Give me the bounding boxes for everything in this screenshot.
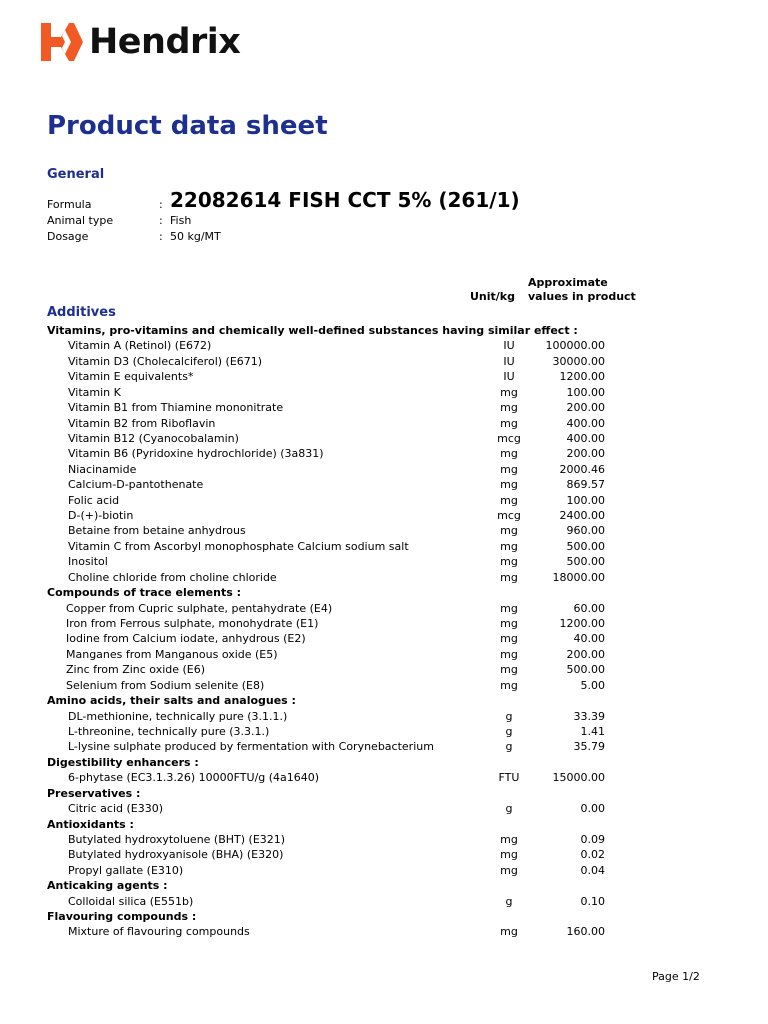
additive-name: Vitamin A (Retinol) (E672) [68,339,212,353]
additive-value: 0.10 [580,894,605,908]
additive-unit: g [505,740,513,754]
additive-unit: IU [503,339,515,353]
additive-name: Vitamin E equivalents* [68,370,194,384]
additive-value: 5.00 [580,678,605,692]
additive-unit: mg [500,493,518,507]
additives-heading: Additives [47,305,116,320]
additive-unit: g [505,802,513,816]
additive-name: Folic acid [68,493,120,507]
additive-name: Propyl gallate (E310) [68,863,184,877]
additive-name: Zinc from Zinc oxide (E6) [66,663,206,677]
formula-row [47,188,520,212]
dosage-row [47,229,221,245]
additive-unit: mg [500,647,518,661]
additive-row [47,724,617,739]
additive-unit: mcg [497,431,521,445]
additive-row [47,539,617,554]
category-label: Amino acids, their salts and analogues : [47,694,296,708]
additive-row [47,570,617,585]
category-label: Compounds of trace elements : [47,586,242,600]
additive-name: 6-phytase (EC3.1.3.26) 10000FTU/g (4a1640) [68,771,320,785]
additive-name: Betaine from betaine anhydrous [68,524,246,538]
additive-row [47,508,617,523]
additive-name: Selenium from Sodium selenite (E8) [66,678,265,692]
additive-unit: g [505,894,513,908]
approx-header-line1: Approximate [528,276,608,289]
additive-row [47,400,617,415]
additive-value: 30000.00 [552,354,605,368]
approx-header-line2: values in product [528,290,636,303]
additive-name: Choline chloride from choline chloride [68,570,277,584]
category-row [47,909,617,924]
additive-value: 200.00 [566,401,605,415]
additive-value: 0.02 [580,848,605,862]
animal-type-colon: : [159,214,163,227]
additive-unit: mg [500,632,518,646]
additive-value: 200.00 [566,647,605,661]
additive-unit: mg [500,462,518,476]
additive-row [47,369,617,384]
additive-value: 18000.00 [552,570,605,584]
category-row [47,693,617,708]
additive-name: Vitamin B1 from Thiamine mononitrate [68,401,284,415]
additive-value: 0.09 [580,832,605,846]
additive-name: Inositol [68,555,108,569]
additive-name: Iodine from Calcium iodate, anhydrous (E2) [66,632,306,646]
formula-value: 22082614 FISH CCT 5% (261/1) [170,188,520,212]
additive-unit: mg [500,401,518,415]
additive-row [47,493,617,508]
additive-row [47,354,617,369]
additive-name: Vitamin B2 from Riboflavin [68,416,216,430]
additive-value: 100.00 [566,385,605,399]
additive-unit: mg [500,617,518,631]
additives-table [47,323,617,940]
additive-name: Vitamin B6 (Pyridoxine hydrochloride) (3a831) [68,447,324,461]
additive-value: 100.00 [566,493,605,507]
additive-value: 869.57 [566,478,605,492]
category-label: Flavouring compounds : [47,910,197,924]
category-row [47,585,617,600]
additive-value: 2400.00 [559,509,605,523]
additive-unit: mg [500,539,518,553]
category-row [47,323,617,338]
hendrix-logo-mark-icon [41,21,83,63]
additive-name: Mixture of flavouring compounds [68,925,250,939]
additive-row [47,832,617,847]
page-title: Product data sheet [47,111,328,141]
additive-value: 400.00 [566,416,605,430]
additive-value: 160.00 [566,925,605,939]
animal-type-row [47,213,191,229]
additive-row [47,662,617,677]
additive-name: Niacinamide [68,462,137,476]
category-label: Vitamins, pro-vitamins and chemically well-defined substances having similar effect : [47,324,578,337]
additive-value: 500.00 [566,663,605,677]
additive-value: 960.00 [566,524,605,538]
additive-name: Butylated hydroxytoluene (BHT) (E321) [68,832,286,846]
additive-name: Manganes from Manganous oxide (E5) [66,647,278,661]
additive-unit: mg [500,524,518,538]
animal-type-label: Animal type [47,214,114,227]
additive-name: Vitamin K [68,385,121,399]
additive-row [47,709,617,724]
category-row [47,817,617,832]
additive-value: 200.00 [566,447,605,461]
additive-row [47,462,617,477]
additive-unit: mg [500,863,518,877]
dosage-label: Dosage [47,230,89,243]
additive-unit: IU [503,354,515,368]
additive-row [47,446,617,461]
additive-unit: mg [500,570,518,584]
additive-value: 40.00 [573,632,605,646]
additive-row [47,554,617,569]
hendrix-logo [41,21,240,63]
category-label: Preservatives : [47,786,141,800]
additive-row [47,924,617,939]
additive-unit: mcg [497,509,521,523]
additive-value: 60.00 [573,601,605,615]
logo-wordmark: Hendrix [89,22,241,62]
additive-name: Iron from Ferrous sulphate, monohydrate (E1) [66,617,319,631]
formula-colon: : [159,198,163,211]
additive-name: Copper from Cupric sulphate, pentahydrate (E4) [66,601,333,615]
additive-unit: mg [500,925,518,939]
additive-row [47,616,617,631]
approx-values-column-header [528,276,636,304]
general-heading: General [47,167,105,182]
additive-name: L-threonine, technically pure (3.3.1.) [68,724,270,738]
additive-value: 400.00 [566,431,605,445]
additive-row [47,477,617,492]
additive-row [47,523,617,538]
additive-name: D-(+)-biotin [68,509,134,523]
dosage-value: 50 kg/MT [170,230,221,243]
additive-unit: mg [500,555,518,569]
additive-row [47,863,617,878]
additive-row [47,739,617,754]
additive-row [47,894,617,909]
category-row [47,878,617,893]
additive-value: 35.79 [573,740,605,754]
additive-row [47,770,617,785]
additive-unit: mg [500,601,518,615]
additive-value: 33.39 [573,709,605,723]
formula-label: Formula [47,198,92,211]
additive-name: Citric acid (E330) [68,802,164,816]
additive-unit: mg [500,416,518,430]
additive-unit: mg [500,678,518,692]
dosage-colon: : [159,230,163,243]
additive-name: Calcium-D-pantothenate [68,478,204,492]
additive-value: 1200.00 [559,617,605,631]
additive-name: Butylated hydroxyanisole (BHA) (E320) [68,848,284,862]
additive-unit: mg [500,832,518,846]
additive-unit: mg [500,478,518,492]
additive-value: 500.00 [566,555,605,569]
additive-value: 1200.00 [559,370,605,384]
additive-row [47,678,617,693]
category-label: Antioxidants : [47,817,134,831]
additive-name: L-lysine sulphate produced by fermentation with Corynebacterium [68,740,434,754]
category-label: Digestibility enhancers : [47,755,199,769]
category-row [47,786,617,801]
additive-row [47,338,617,353]
additive-value: 0.00 [580,802,605,816]
additive-name: Vitamin D3 (Cholecalciferol) (E671) [68,354,263,368]
additive-unit: FTU [498,771,520,785]
additive-row [47,431,617,446]
additive-value: 100000.00 [545,339,605,353]
additive-unit: g [505,709,513,723]
additive-value: 500.00 [566,539,605,553]
additive-name: Colloidal silica (E551b) [68,894,194,908]
category-row [47,755,617,770]
additive-unit: mg [500,663,518,677]
additive-row [47,601,617,616]
additive-unit: mg [500,447,518,461]
page-number: Page 1/2 [652,970,700,983]
additive-unit: g [505,724,513,738]
category-label: Anticaking agents : [47,879,168,893]
additive-row [47,385,617,400]
additive-value: 1.41 [580,724,605,738]
additive-value: 15000.00 [552,771,605,785]
additive-row [47,416,617,431]
additive-unit: mg [500,385,518,399]
additive-unit: IU [503,370,515,384]
animal-type-value: Fish [170,214,192,227]
additive-name: DL-methionine, technically pure (3.1.1.) [68,709,288,723]
additive-name: Vitamin C from Ascorbyl monophosphate Calcium sodium salt [68,539,409,553]
additive-row [47,631,617,646]
additive-row [47,847,617,862]
additive-name: Vitamin B12 (Cyanocobalamin) [68,431,239,445]
additive-unit: mg [500,848,518,862]
additive-row [47,647,617,662]
unit-column-header: Unit/kg [470,290,515,303]
additive-value: 0.04 [580,863,605,877]
additive-row [47,801,617,816]
additive-value: 2000.46 [559,462,605,476]
